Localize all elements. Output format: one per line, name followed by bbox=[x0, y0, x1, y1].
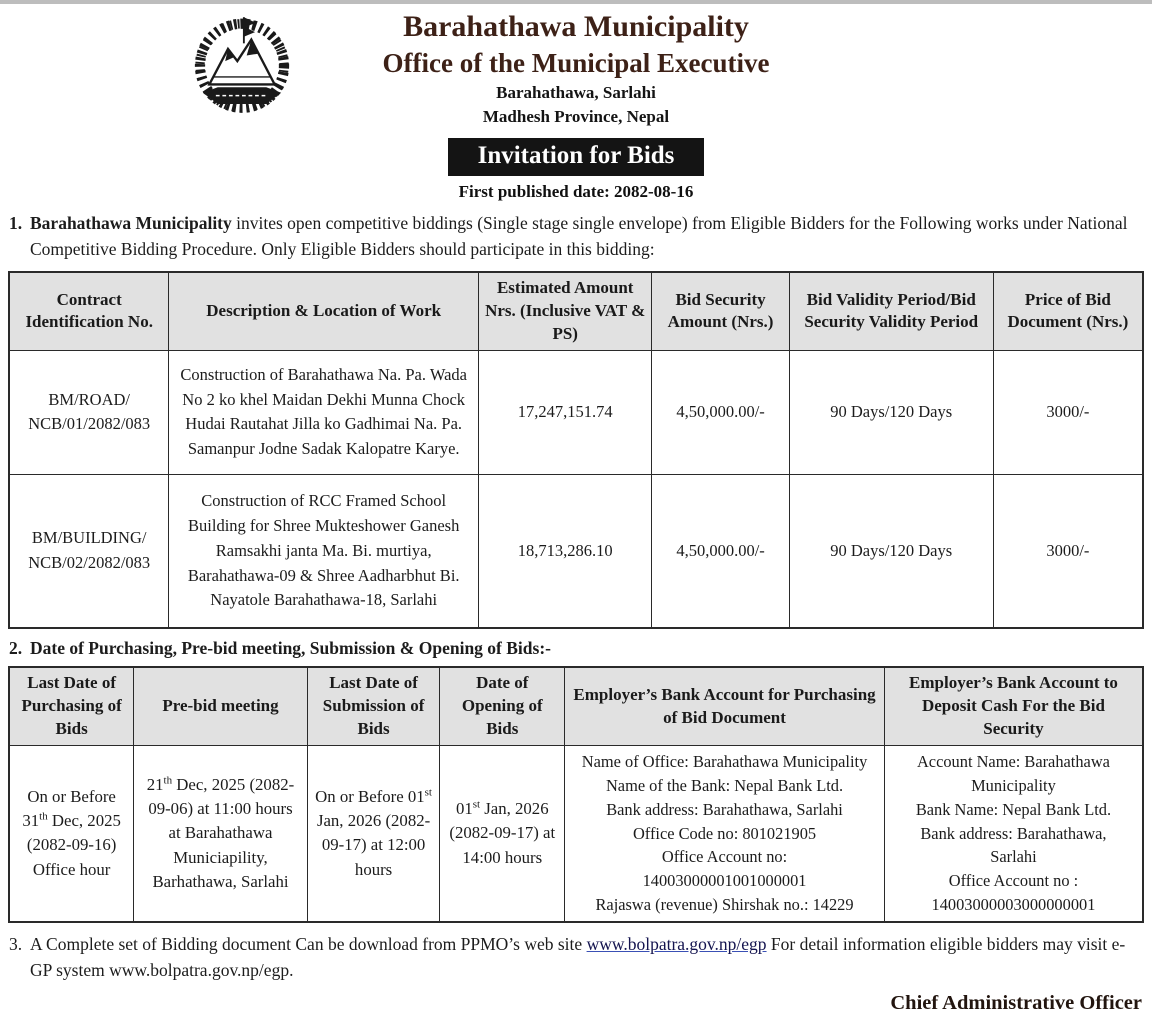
ordinal-suffix: st bbox=[472, 798, 481, 811]
schedule-header-opening: Date of Opening of Bids bbox=[440, 667, 565, 745]
estimated-amount: 18,713,286.10 bbox=[478, 474, 652, 628]
office-name: Office of the Municipal Executive bbox=[382, 47, 770, 78]
prebid-meeting-text: Dec, 2025 (2082-09-06) at 11:00 hours at Barahathawa Municiapility, Barhathawa, Sarlahi bbox=[148, 774, 295, 891]
address-line-2: Madhesh Province, Nepal bbox=[482, 106, 670, 126]
contracts-header-doc-price: Price of Bid Document (Nrs.) bbox=[993, 272, 1143, 350]
contracts-header-bid-security: Bid Security Amount (Nrs.) bbox=[652, 272, 789, 350]
bid-security-amount: 4,50,000.00/- bbox=[652, 474, 789, 628]
ordinal-suffix: th bbox=[39, 810, 48, 823]
purchasing-date-cell bbox=[9, 746, 134, 922]
contract-id-line2: NCB/02/2082/083 bbox=[28, 553, 151, 573]
opening-date-cell bbox=[440, 746, 565, 922]
ordinal-suffix: th bbox=[163, 773, 173, 786]
schedule-header-submission: Last Date of Submission of Bids bbox=[307, 667, 440, 745]
contracts-header-validity: Bid Validity Period/Bid Security Validity Period bbox=[789, 272, 993, 350]
bank-line: Account Name: Barahathawa bbox=[916, 752, 1110, 772]
schedule-header-bank-security: Employer’s Bank Account to Deposit Cash For the Bid Security bbox=[884, 667, 1143, 745]
bank-account-purchase-cell bbox=[565, 746, 885, 922]
intro-number: 1. bbox=[9, 212, 23, 233]
municipality-emblem-icon bbox=[186, 6, 298, 118]
schedule-table bbox=[8, 666, 1144, 922]
contract-row bbox=[9, 350, 1143, 474]
schedule-heading-text: Date of Purchasing, Pre-bid meeting, Submission & Opening of Bids:- bbox=[30, 638, 551, 659]
submission-date-text: Jan, 2026 (2082-09-17) at 12:00 hours bbox=[316, 811, 431, 879]
signature-title: Chief Administrative Officer bbox=[890, 992, 1142, 1015]
contract-row bbox=[9, 474, 1143, 628]
address-line-1: Barahathawa, Sarlahi bbox=[496, 82, 656, 102]
bank-account-security-cell bbox=[884, 746, 1143, 922]
contracts-header-description: Description & Location of Work bbox=[169, 272, 479, 350]
ordinal-suffix: st bbox=[424, 786, 432, 799]
schedule-heading-number: 2. bbox=[9, 638, 23, 659]
document-header bbox=[8, 4, 1144, 202]
estimated-amount: 17,247,151.74 bbox=[478, 350, 652, 474]
bank-line: Bank Name: Nepal Bank Ltd. bbox=[915, 799, 1112, 819]
bank-line: Bank address: Barahathawa, bbox=[920, 823, 1107, 843]
contract-id-line1: BM/ROAD/ bbox=[48, 389, 130, 409]
schedule-data-row bbox=[9, 746, 1143, 922]
purchasing-date-text: Dec, 2025 (2082-09-16) Office hour bbox=[26, 811, 121, 879]
bank-line: Office Account no : bbox=[948, 871, 1079, 891]
schedule-heading bbox=[8, 638, 1144, 659]
contract-description: Construction of RCC Framed School Building for Shree Mukteshower Ganesh Ramsakhi janta Ma. Bi. murtiya, Barahathawa-09 & Shree Aadharbhut Bi. Nayatole Barahathawa-18, Sarlahi bbox=[169, 474, 479, 628]
bank-line: Municipality bbox=[971, 775, 1056, 795]
contract-id-line1: BM/BUILDING/ bbox=[31, 528, 147, 548]
bid-document-price: 3000/- bbox=[993, 474, 1143, 628]
bid-validity-period: 90 Days/120 Days bbox=[789, 350, 993, 474]
contract-id-line2: NCB/01/2082/083 bbox=[28, 414, 151, 434]
bank-line: Office Code no: 801021905 bbox=[632, 823, 817, 843]
schedule-header-row bbox=[9, 667, 1143, 745]
schedule-header-purchasing: Last Date of Purchasing of Bids bbox=[9, 667, 134, 745]
schedule-header-prebid: Pre-bid meeting bbox=[134, 667, 308, 745]
opening-date-text: Jan, 2026 (2082-09-17) at 14:00 hours bbox=[449, 798, 556, 867]
bank-account-number: 14003000001001000001 bbox=[642, 871, 807, 891]
download-text-pre: A Complete set of Bidding document Can be download from PPMO’s web site bbox=[30, 933, 587, 954]
published-date: First published date: 2082-08-16 bbox=[458, 181, 694, 201]
contract-description: Construction of Barahathawa Na. Pa. Wada No 2 ko khel Maidan Dekhi Munna Chock Hudai Rautahat Jilla ko Gadhimai Na. Pa. Samanpur Jodne Sadak Kalopatre Karye. bbox=[169, 350, 479, 474]
contracts-header-contract-id: Contract Identification No. bbox=[9, 272, 169, 350]
contracts-header-estimated-amount: Estimated Amount Nrs. (Inclusive VAT & PS) bbox=[478, 272, 652, 350]
municipality-name: Barahathawa Municipality bbox=[403, 10, 749, 43]
bank-line: Sarlahi bbox=[990, 847, 1037, 867]
bid-validity-period: 90 Days/120 Days bbox=[789, 474, 993, 628]
bid-document-price: 3000/- bbox=[993, 350, 1143, 474]
bid-security-amount: 4,50,000.00/- bbox=[652, 350, 789, 474]
download-text-post: For detail information eligible bidders may visit e-GP system www.bolpatra.gov.np/egp. bbox=[30, 933, 1126, 980]
prebid-meeting-text: 21 bbox=[146, 774, 164, 794]
purchasing-date-text: On or Before 31 bbox=[22, 786, 116, 831]
download-paragraph-number: 3. bbox=[9, 933, 23, 954]
invitation-banner: Invitation for Bids bbox=[448, 138, 705, 175]
bank-line: Name of Office: Barahathawa Municipality bbox=[581, 752, 868, 772]
bank-account-number: 14003000003000000001 bbox=[931, 894, 1096, 914]
opening-date-text: 01 bbox=[455, 798, 473, 818]
contracts-table bbox=[8, 271, 1144, 629]
contract-id bbox=[9, 350, 169, 474]
bank-line: Name of the Bank: Nepal Bank Ltd. bbox=[605, 775, 844, 795]
prebid-meeting-cell bbox=[134, 746, 308, 922]
submission-date-text: On or Before 01 bbox=[315, 786, 425, 806]
download-paragraph bbox=[8, 931, 1144, 984]
bank-line: Office Account no: bbox=[661, 847, 788, 867]
contracts-header-row bbox=[9, 272, 1143, 350]
bank-line: Rajaswa (revenue) Shirshak no.: 14229 bbox=[595, 894, 854, 914]
intro-bold-lead: Barahathawa Municipality bbox=[30, 212, 232, 233]
intro-text: invites open competitive biddings (Single stage single envelope) from Eligible Bidders for the Following works under National Competitive Bidding Procedure. Only Eligible Bidders should participate in this bidding: bbox=[30, 212, 1128, 259]
submission-date-cell bbox=[307, 746, 440, 922]
contract-id bbox=[9, 474, 169, 628]
intro-paragraph bbox=[8, 210, 1144, 263]
schedule-header-bank-purchase: Employer’s Bank Account for Purchasing of Bid Document bbox=[565, 667, 885, 745]
bolpatra-link[interactable]: www.bolpatra.gov.np/egp bbox=[586, 933, 767, 954]
bank-line: Bank address: Barahathawa, Sarlahi bbox=[606, 799, 843, 819]
